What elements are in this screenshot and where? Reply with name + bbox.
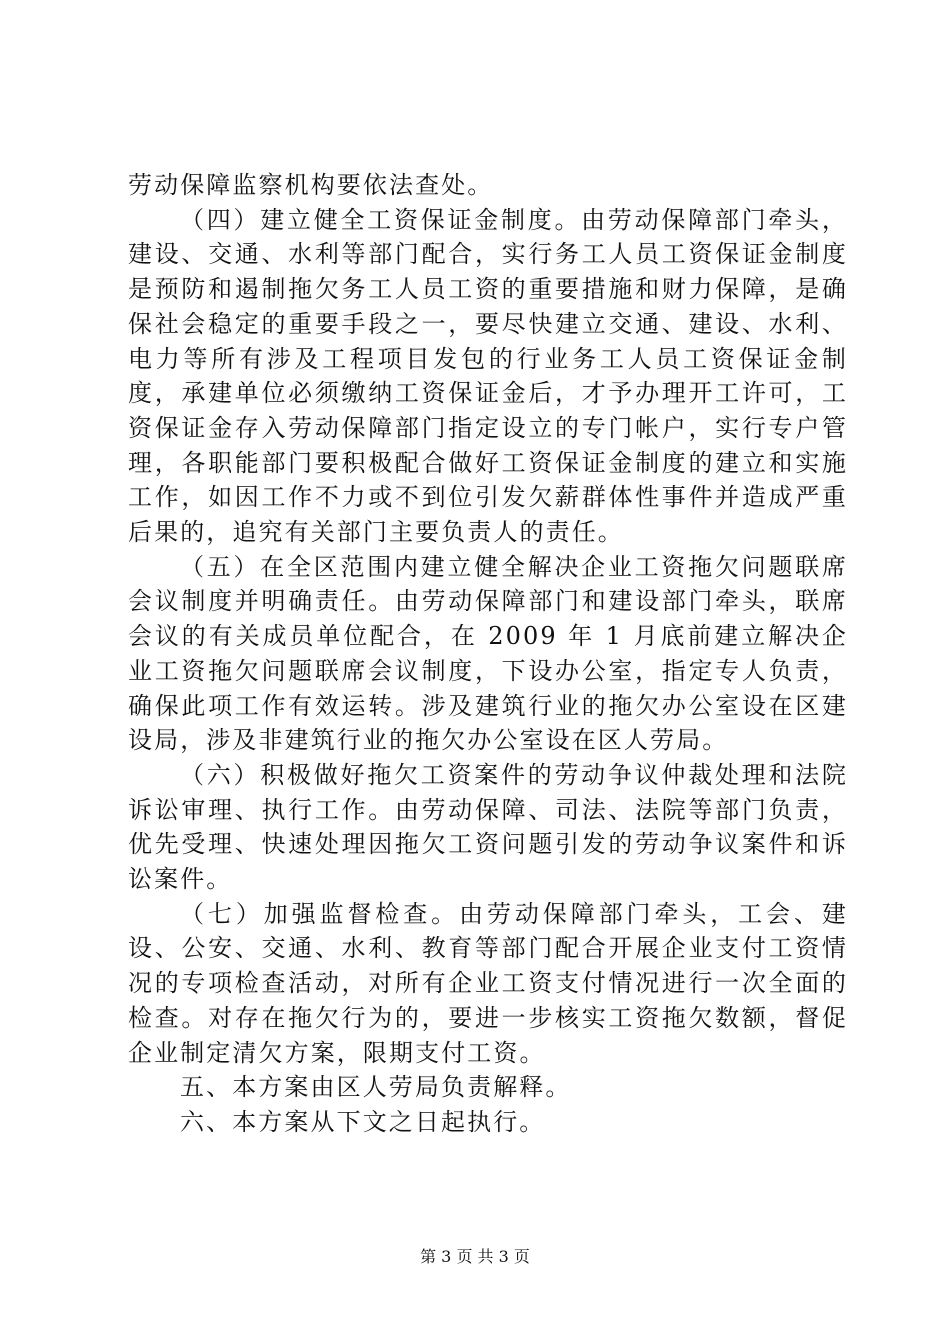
- paragraph-continuation: 劳动保障监察机构要依法查处。: [128, 171, 494, 199]
- paragraph-item-6: （六）积极做好拖欠工资案件的劳动争议仲裁处理和法院诉讼审理、执行工作。由劳动保障、司法、法院等部门负责，优先受理、快速处理因拖欠工资问题引发的劳动争议案件和诉讼案件。: [128, 760, 848, 894]
- page-number-footer: 第 3 页 共 3 页: [420, 1247, 530, 1266]
- paragraph-section-5: 五、本方案由区人劳局负责解释。: [180, 1073, 572, 1102]
- paragraph-item-7: （七）加强监督检查。由劳动保障部门牵头，工会、建设、公安、交通、水利、教育等部门配合开展企业支付工资情况的专项检查活动，对所有企业工资支付情况进行一次全面的检查。对存在拖欠行为的，要进一步核实工资拖欠数额，督促企业制定清欠方案，限期支付工资。: [128, 899, 848, 1067]
- paragraph-item-5: （五）在全区范围内建立健全解决企业工资拖欠问题联席会议制度并明确责任。由劳动保障部门和建设部门牵头，联席会议的有关成员单位配合，在 2009 年 1 月底前建立解决企业工资拖欠问题联席会议制度，下设办公室，指定专人负责，确保此项工作有效运转。涉及建筑行业的拖欠办公室设在区建设局，涉及非建筑行业的拖欠办公室设在区人劳局。: [128, 552, 848, 755]
- document-body: [128, 168, 848, 1140]
- paragraph-item-4: （四）建立健全工资保证金制度。由劳动保障部门牵头，建设、交通、水利等部门配合，实行务工人员工资保证金制度是预防和遏制拖欠务工人员工资的重要措施和财力保障，是确保社会稳定的重要手段之一，要尽快建立交通、建设、水利、电力等所有涉及工程项目发包的行业务工人员工资保证金制度，承建单位必须缴纳工资保证金后，才予办理开工许可，工资保证金存入劳动保障部门指定设立的专门帐户，实行专户管理，各职能部门要积极配合做好工资保证金制度的建立和实施工作，如因工作不力或不到位引发欠薪群体性事件并造成严重后果的，追究有关部门主要负责人的责任。: [128, 205, 848, 547]
- paragraph-section-6: 六、本方案从下文之日起执行。: [180, 1107, 546, 1136]
